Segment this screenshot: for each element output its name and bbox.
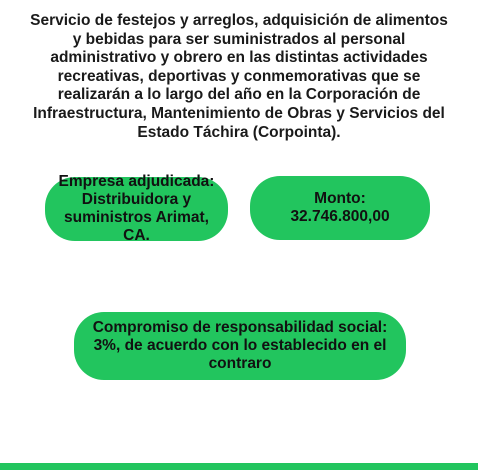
- footer-bar: [0, 463, 478, 470]
- awarded-company-badge: [45, 173, 228, 244]
- amount-label: Monto:: [314, 190, 366, 207]
- amount-value: 32.746.800,00: [290, 208, 390, 225]
- awarded-company-text: Empresa adjudicada: Distribuidora y suministros Arimat, CA.: [58, 173, 215, 244]
- social-responsibility-badge: [74, 312, 406, 380]
- social-responsibility-text: Compromiso de responsabilidad social: 3%, de acuerdo con lo establecido en el contraro: [92, 319, 388, 372]
- description-text: Servicio de festejos y arreglos, adquisición de alimentos y bebidas para ser suministrados al personal administrativo y obrero en las distintas actividades recreativas, deportivas y conmemorativas que se realizarán a lo largo del año en la Corporación de Infraestructura, Mantenimiento de Obras y Servicios del Estado Táchira (Corpointa).: [30, 12, 448, 141]
- amount-badge: [250, 176, 430, 240]
